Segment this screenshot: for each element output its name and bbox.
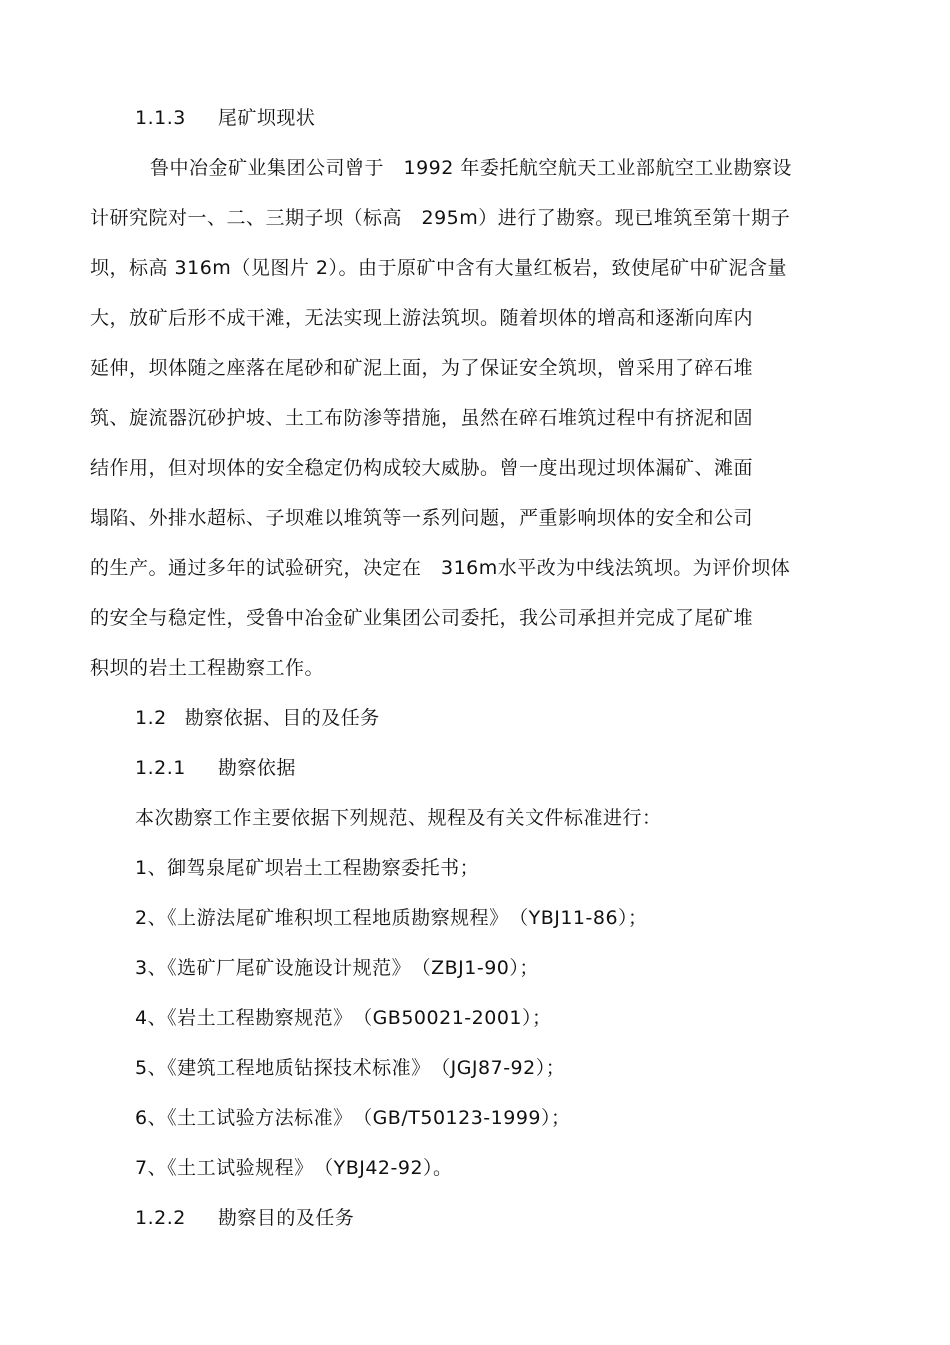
paragraph-line: 筑、旋流器沉砂护坡、土工布防渗等措施，虽然在碎石堆筑过程中有挤泥和固: [90, 407, 754, 429]
heading-1-2-2: [135, 1205, 354, 1231]
heading-number: 1.2.2: [135, 1207, 186, 1229]
paragraph-line: 延伸，坝体随之座落在尾砂和矿泥上面，为了保证安全筑坝，曾采用了碎石堆: [90, 357, 754, 379]
paragraph-line: 积坝的岩土工程勘察工作。: [90, 657, 325, 679]
heading-number: 1.2: [135, 707, 167, 729]
heading-number: 1.1.3: [135, 107, 186, 129]
paragraph-line: 塌陷、外排水超标、子坝难以堆筑等一系列问题，严重影响坝体的安全和公司: [90, 507, 754, 529]
reference-item: 1、御驾泉尾矿坝岩土工程勘察委托书；: [135, 857, 480, 879]
heading-1-2: [135, 705, 380, 731]
reference-item: 6、《土工试验方法标准》 （GB/T50123-1999）；: [135, 1107, 571, 1129]
heading-title: 勘察依据: [217, 757, 296, 779]
heading-title: 勘察依据、目的及任务: [184, 707, 380, 729]
reference-item: 4、《岩土工程勘察规范》 （GB50021-2001）；: [135, 1007, 552, 1029]
reference-item: 7、《土工试验规程》 （YBJ42-92）。: [135, 1157, 453, 1179]
paragraph-line: 计研究院对一、二、三期子坝（标高 295m）进行了勘察。现已堆筑至第十期子: [90, 207, 791, 229]
reference-item: 2、《上游法尾矿堆积坝工程地质勘察规程》 （YBJ11-86）；: [135, 907, 648, 929]
heading-title: 尾矿坝现状: [217, 107, 316, 129]
paragraph-line: 的生产。通过多年的试验研究，决定在 316m水平改为中线法筑坝。为评价坝体: [90, 557, 791, 579]
paragraph-line: 鲁中冶金矿业集团公司曾于 1992 年委托航空航天工业部航空工业勘察设: [150, 157, 792, 179]
paragraph-line: 坝，标高 316m（见图片 2）。由于原矿中含有大量红板岩，致使尾矿中矿泥含量: [90, 257, 787, 279]
paragraph-line: 结作用，但对坝体的安全稳定仍构成较大威胁。曾一度出现过坝体漏矿、滩面: [90, 457, 754, 479]
reference-item: 3、《选矿厂尾矿设施设计规范》 （ZBJ1-90）；: [135, 957, 539, 979]
paragraph-line: 的安全与稳定性，受鲁中冶金矿业集团公司委托，我公司承担并完成了尾矿堆: [90, 607, 754, 629]
paragraph-line: 大，放矿后形不成干滩，无法实现上游法筑坝。随着坝体的增高和逐渐向库内: [90, 307, 754, 329]
heading-1-1-3: [135, 105, 315, 131]
reference-item: 5、《建筑工程地质钻探技术标准》 （JGJ87-92）；: [135, 1057, 566, 1079]
heading-number: 1.2.1: [135, 757, 186, 779]
intro-line: 本次勘察工作主要依据下列规范、规程及有关文件标准进行：: [135, 807, 662, 829]
heading-1-2-1: [135, 755, 296, 781]
heading-title: 勘察目的及任务: [217, 1207, 355, 1229]
